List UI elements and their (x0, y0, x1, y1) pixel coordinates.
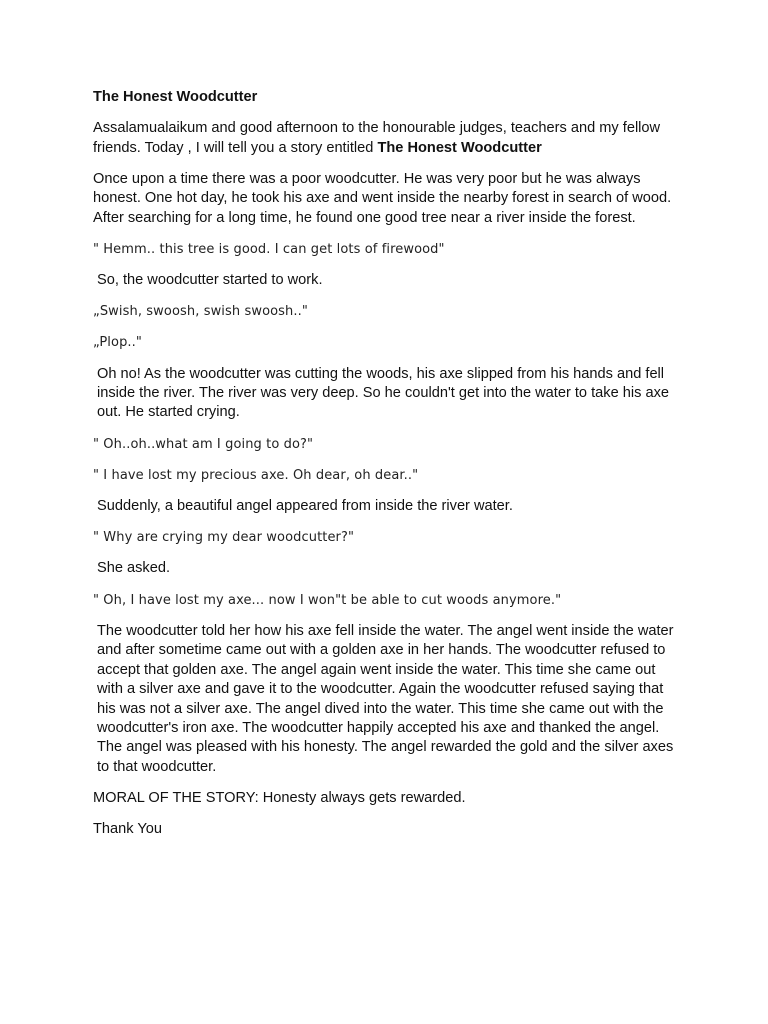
story-paragraph-1: Once upon a time there was a poor woodcutter. He was very poor but he was always honest. One hot day, he took his axe and went inside the nearby forest in search of wood. After searching for a long time, he found one good tree near a river inside the forest. (93, 170, 672, 226)
closing-line: Thank You (93, 821, 162, 838)
story-paragraph-4: Suddenly, a beautiful angel appeared from inside the river water. (97, 498, 513, 515)
intro-paragraph (93, 119, 678, 158)
intro-story-title: The Honest Woodcutter (377, 139, 542, 156)
document-page (93, 88, 678, 851)
moral-line: MORAL OF THE STORY: Honesty always gets rewarded. (93, 789, 466, 806)
dialogue-quote-4: " Oh..oh..what am I going to do?" (93, 436, 314, 452)
story-paragraph-3: Oh no! As the woodcutter was cutting the woods, his axe slipped from his hands and fell inside the river. The river was very deep. So he couldn't get into the water to take his axe out. He started crying. (97, 365, 669, 421)
document-title: The Honest Woodcutter (93, 89, 258, 105)
dialogue-quote-7: " Oh, I have lost my axe... now I won"t be able to cut woods anymore." (93, 592, 562, 608)
story-paragraph-5: She asked. (97, 560, 171, 577)
story-paragraph-6: The woodcutter told her how his axe fell inside the water. The angel went inside the water and after sometime came out with a golden axe in her hands. The woodcutter refused to accept that golden axe. The angel again went inside the water. This time she came out with a silver axe and gave it to the woodcutter. Again the woodcutter refused saying that his was not a silver axe. The angel dived into the water. This time she came out with the woodcutter's iron axe. The woodcutter happily accepted his axe and thanked the angel. The angel was pleased with his honesty. The angel rewarded the gold and the silver axes to that woodcutter. (97, 622, 674, 775)
dialogue-quote-6: " Why are crying my dear woodcutter?" (93, 530, 355, 546)
sound-effect-plop: „Plop.." (93, 335, 142, 351)
dialogue-quote-1: " Hemm.. this tree is good. I can get lots of firewood" (93, 241, 445, 257)
intro-text: Assalamualaikum and good afternoon to the honourable judges, teachers and my fellow friends. Today , I will tell you a story entitled (93, 120, 661, 156)
sound-effect-swish: „Swish, swoosh, swish swoosh.." (93, 304, 308, 320)
story-paragraph-2: So, the woodcutter started to work. (97, 272, 323, 289)
dialogue-quote-5: " I have lost my precious axe. Oh dear, oh dear.." (93, 467, 419, 483)
